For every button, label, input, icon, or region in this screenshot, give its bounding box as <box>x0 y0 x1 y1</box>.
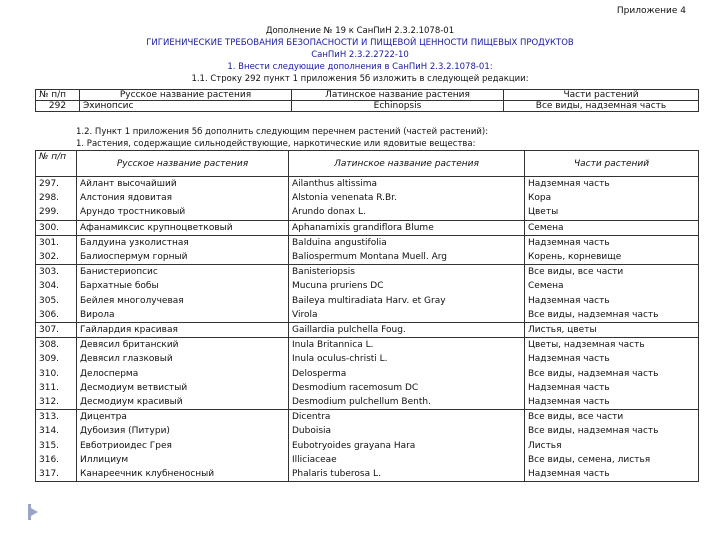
row-num: 292 <box>36 101 80 112</box>
row-num: 313. <box>39 412 60 423</box>
row-num: 311. <box>39 382 60 393</box>
row-latin-cell <box>289 177 525 221</box>
row-latin: Ailanthus altissima <box>292 179 378 189</box>
row-num: 298. <box>39 193 60 204</box>
row-num: 304. <box>39 281 60 292</box>
row-latin: Phalaris tuberosa L. <box>292 469 381 480</box>
col-header-parts: Части растений <box>504 90 699 101</box>
row-num: 305. <box>39 295 60 306</box>
row-russian: Айлант высочайший <box>80 179 177 189</box>
row-russian-cell <box>77 265 289 323</box>
row-latin: Duboisia <box>292 426 332 437</box>
row-parts: Семена <box>528 222 564 233</box>
row-parts: Надземная часть <box>528 354 610 365</box>
instruction-list-1: 1. Растения, содержащие сильнодействующие, наркотические или ядовитые вещества: <box>76 139 476 149</box>
amendment-table <box>35 89 699 112</box>
plants-table <box>35 150 699 482</box>
row-russian: Девясил глазковый <box>80 354 173 365</box>
row-num: 297. <box>39 179 60 189</box>
row-latin-cell <box>289 338 525 410</box>
row-num: 315. <box>39 440 60 451</box>
row-parts: Корень, корневище <box>528 252 622 263</box>
row-parts: Надземная часть <box>528 382 610 393</box>
row-latin: Desmodium pulchellum Benth. <box>292 397 431 408</box>
row-num-cell <box>36 338 77 410</box>
row-russian: Делосперма <box>80 368 139 379</box>
row-russian: Дубоизия (Питури) <box>80 426 170 437</box>
row-parts-cell <box>525 338 699 410</box>
row-parts: Все виды, семена, листья <box>528 454 651 465</box>
row-num: 303. <box>39 267 60 278</box>
row-latin: Gaillardia pulchella Foug. <box>292 325 406 336</box>
row-num-cell <box>36 177 77 221</box>
row-num-cell <box>36 410 77 482</box>
table-row <box>36 101 699 112</box>
col-header-latin: Латинское название растения <box>292 90 504 101</box>
appendix-label: Приложение 4 <box>616 6 686 16</box>
row-parts: Кора <box>528 193 552 204</box>
row-parts: Листья, цветы <box>528 325 597 336</box>
row-num: 316. <box>39 454 60 465</box>
table-row-group <box>36 410 699 482</box>
row-num: 307. <box>39 325 60 336</box>
row-parts: Надземная часть <box>528 397 610 408</box>
row-russian: Евботриоидес Грея <box>80 440 172 451</box>
row-num: 317. <box>39 469 60 480</box>
row-latin: Alstonia venenata R.Br. <box>292 193 397 204</box>
row-latin: Inula Britannica L. <box>292 340 374 351</box>
row-parts: Семена <box>528 281 564 292</box>
scroll-marker-icon <box>27 503 39 521</box>
row-russian: Бейлея многолучевая <box>80 295 184 306</box>
row-latin: Inula oculus-christi L. <box>292 354 388 365</box>
table-row-group <box>36 323 699 338</box>
row-parts: Цветы <box>528 207 559 218</box>
row-russian: Десмодиум красивый <box>80 397 183 408</box>
row-parts: Все виды, надземная часть <box>528 309 659 320</box>
col-header-latin: Латинское название растения <box>289 151 525 177</box>
row-latin: Banisteriopsis <box>292 267 355 278</box>
col-header-russian: Русское название растения <box>80 90 292 101</box>
instruction-1-1: 1.1. Строку 292 пункт 1 приложения 5б изложить в следующей редакции: <box>191 74 529 84</box>
row-latin: Eubotryoides grayana Hara <box>292 440 416 451</box>
row-russian: Балиоспермум горный <box>80 252 188 263</box>
row-parts: Все виды, все части <box>528 267 624 278</box>
row-latin: Baileya multiradiata Harv. et Gray <box>292 295 446 306</box>
row-russian: Гайлардия красивая <box>80 325 178 336</box>
row-russian-cell <box>77 235 289 264</box>
row-parts: Все виды, надземная часть <box>528 426 659 437</box>
row-russian: Алстония ядовитая <box>80 193 173 204</box>
row-parts: Надземная часть <box>528 469 610 480</box>
instruction-1-2: 1.2. Пункт 1 приложения 5б дополнить следующим перечнем растений (частей растений): <box>76 127 489 137</box>
row-latin-cell <box>289 220 525 235</box>
row-latin: Echinopsis <box>292 101 504 112</box>
row-parts-cell <box>525 323 699 338</box>
doc-subtitle: Дополнение № 19 к СанПиН 2.3.2.1078-01 <box>265 26 455 36</box>
row-parts-cell <box>525 220 699 235</box>
col-header-num: № п/п <box>36 90 80 101</box>
table-row-group <box>36 220 699 235</box>
row-parts: Листья <box>528 440 562 451</box>
row-russian-cell <box>77 220 289 235</box>
row-latin: Baliospermum Montana Muell. Arg <box>292 252 448 263</box>
row-latin: Balduina angustifolia <box>292 237 387 248</box>
row-num: 312. <box>39 397 60 408</box>
row-num-cell <box>36 323 77 338</box>
col-header-russian: Русское название растения <box>77 151 289 177</box>
row-latin-cell <box>289 323 525 338</box>
table-header-row <box>36 151 699 177</box>
row-latin: Dicentra <box>292 412 331 423</box>
row-num: 308. <box>39 340 60 351</box>
doc-title: ГИГИЕНИЧЕСКИЕ ТРЕБОВАНИЯ БЕЗОПАСНОСТИ И ПИЩЕВОЙ ЦЕННОСТИ ПИЩЕВЫХ ПРОДУКТОВ <box>146 38 574 48</box>
row-latin: Desmodium racemosum DC <box>292 382 419 393</box>
row-parts: Надземная часть <box>528 179 610 189</box>
row-russian: Банистериопсис <box>80 267 158 278</box>
instruction-1: 1. Внести следующие дополнения в СанПиН 2.3.2.1078-01: <box>227 62 493 72</box>
row-russian: Афанамиксис крупноцветковый <box>80 222 233 233</box>
row-russian-cell <box>77 338 289 410</box>
row-parts: Все виды, все части <box>528 412 624 423</box>
row-latin: Aphanamixis grandiflora Blume <box>292 222 434 233</box>
row-russian: Канареечник клубненосный <box>80 469 215 480</box>
row-russian: Десмодиум ветвистый <box>80 382 188 393</box>
row-num: 300. <box>39 222 60 233</box>
table-row-group <box>36 235 699 264</box>
row-num: 301. <box>39 237 60 248</box>
row-parts-cell <box>525 235 699 264</box>
table-row-group <box>36 338 699 410</box>
table-row-group <box>36 265 699 323</box>
table-row-group <box>36 177 699 221</box>
row-russian-cell <box>77 410 289 482</box>
row-latin: Mucuna pruriens DC <box>292 281 384 292</box>
row-parts-cell <box>525 177 699 221</box>
row-parts-cell <box>525 410 699 482</box>
row-latin: Illiciaceae <box>292 454 337 465</box>
row-latin: Delosperma <box>292 368 347 379</box>
row-parts: Надземная часть <box>528 295 610 306</box>
row-parts-cell <box>525 265 699 323</box>
row-parts: Все виды, надземная часть <box>528 368 659 379</box>
col-header-num: № п/п <box>36 151 77 177</box>
row-latin-cell <box>289 410 525 482</box>
row-russian: Балдуина узколистная <box>80 237 189 248</box>
row-russian: Вирола <box>80 309 115 320</box>
row-num: 299. <box>39 207 60 218</box>
row-num: 306. <box>39 309 60 320</box>
row-num-cell <box>36 220 77 235</box>
row-latin: Arundo donax L. <box>292 207 366 218</box>
row-num: 310. <box>39 368 60 379</box>
row-num-cell <box>36 265 77 323</box>
row-parts: Надземная часть <box>528 237 610 248</box>
row-latin: Virola <box>292 309 318 320</box>
row-russian: Девясил британский <box>80 340 179 351</box>
doc-code: СанПиН 2.3.2.2722-10 <box>311 50 409 60</box>
col-header-parts: Части растений <box>525 151 699 177</box>
row-russian: Дицентра <box>80 412 127 423</box>
row-russian: Эхинопсис <box>80 101 292 112</box>
row-russian-cell <box>77 323 289 338</box>
row-num: 309. <box>39 354 60 365</box>
row-parts: Все виды, надземная часть <box>504 101 699 112</box>
table-header-row <box>36 90 699 101</box>
row-latin-cell <box>289 265 525 323</box>
row-russian-cell <box>77 177 289 221</box>
row-num-cell <box>36 235 77 264</box>
row-num: 302. <box>39 252 60 263</box>
row-parts: Цветы, надземная часть <box>528 340 645 351</box>
row-latin-cell <box>289 235 525 264</box>
row-russian: Иллициум <box>80 454 129 465</box>
row-russian: Арундо тростниковый <box>80 207 186 218</box>
row-num: 314. <box>39 426 60 437</box>
row-russian: Бархатные бобы <box>80 281 159 292</box>
